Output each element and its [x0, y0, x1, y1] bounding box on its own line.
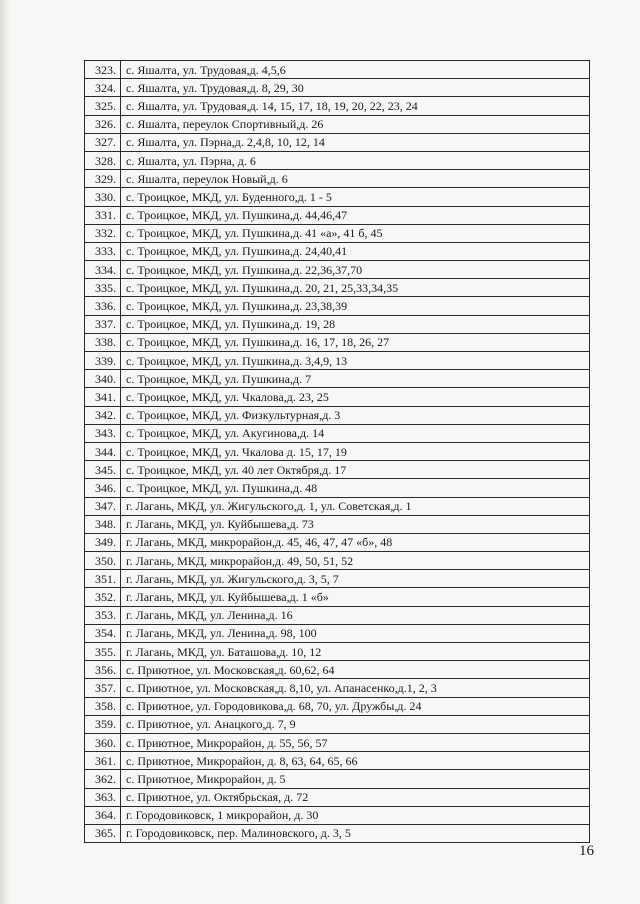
table-row	[85, 151, 590, 169]
row-address: г. Лагань, МКД, ул. Жигульского,д. 1, ул. Советская,д. 1	[121, 497, 590, 515]
row-number: 323.	[85, 61, 121, 79]
row-address: с. Троицкое, МКД, ул. Пушкина,д. 16, 17, 18, 26, 27	[121, 333, 590, 351]
table-row	[85, 552, 590, 570]
table-row	[85, 661, 590, 679]
row-number: 345.	[85, 461, 121, 479]
table-row	[85, 61, 590, 79]
address-table	[84, 60, 590, 843]
table-row	[85, 479, 590, 497]
table-row	[85, 606, 590, 624]
row-number: 342.	[85, 406, 121, 424]
table-row	[85, 679, 590, 697]
row-number: 354.	[85, 624, 121, 642]
table-row	[85, 497, 590, 515]
table-row	[85, 715, 590, 733]
row-number: 364.	[85, 806, 121, 824]
row-address: с. Яшалта, переулок Новый,д. 6	[121, 170, 590, 188]
row-address: с. Троицкое, МКД, ул. Пушкина,д. 19, 28	[121, 315, 590, 333]
row-address: г. Лагань, МКД, ул. Куйбышева,д. 1 «б»	[121, 588, 590, 606]
row-address: с. Приютное, ул. Городовикова,д. 68, 70, ул. Дружбы,д. 24	[121, 697, 590, 715]
row-number: 346.	[85, 479, 121, 497]
table-row	[85, 133, 590, 151]
address-table-body	[85, 61, 590, 843]
row-address: с. Приютное, Микрорайон, д. 55, 56, 57	[121, 733, 590, 751]
row-address: г. Лагань, МКД, микрорайон,д. 45, 46, 47, 47 «б», 48	[121, 533, 590, 551]
row-address: с. Троицкое, МКД, ул. Чкалова д. 15, 17, 19	[121, 442, 590, 460]
row-number: 353.	[85, 606, 121, 624]
row-address: с. Приютное, Микрорайон, д. 5	[121, 770, 590, 788]
row-number: 356.	[85, 661, 121, 679]
table-row	[85, 279, 590, 297]
table-row	[85, 442, 590, 460]
row-number: 347.	[85, 497, 121, 515]
table-row	[85, 242, 590, 260]
row-number: 331.	[85, 206, 121, 224]
row-address: с. Яшалта, ул. Трудовая,д. 8, 29, 30	[121, 79, 590, 97]
row-number: 362.	[85, 770, 121, 788]
table-row	[85, 352, 590, 370]
scan-edge	[0, 0, 10, 904]
row-address: с. Приютное, ул. Московская,д. 8,10, ул. Апанасенко,д.1, 2, 3	[121, 679, 590, 697]
table-row	[85, 752, 590, 770]
row-address: с. Яшалта, ул. Трудовая,д. 4,5,6	[121, 61, 590, 79]
table-row	[85, 115, 590, 133]
row-number: 325.	[85, 97, 121, 115]
table-row	[85, 188, 590, 206]
row-number: 355.	[85, 643, 121, 661]
row-number: 350.	[85, 552, 121, 570]
page-number: 16	[579, 843, 594, 859]
table-row	[85, 297, 590, 315]
row-number: 338.	[85, 333, 121, 351]
row-number: 348.	[85, 515, 121, 533]
row-address: с. Троицкое, МКД, ул. Пушкина,д. 48	[121, 479, 590, 497]
row-address: с. Троицкое, МКД, ул. Чкалова,д. 23, 25	[121, 388, 590, 406]
row-number: 363.	[85, 788, 121, 806]
row-address: с. Яшалта, ул. Трудовая,д. 14, 15, 17, 18, 19, 20, 22, 23, 24	[121, 97, 590, 115]
row-number: 352.	[85, 588, 121, 606]
row-number: 329.	[85, 170, 121, 188]
row-number: 326.	[85, 115, 121, 133]
row-number: 333.	[85, 242, 121, 260]
row-address: с. Приютное, ул. Октябрьская, д. 72	[121, 788, 590, 806]
row-number: 349.	[85, 533, 121, 551]
row-address: с. Троицкое, МКД, ул. Пушкина,д. 20, 21, 25,33,34,35	[121, 279, 590, 297]
row-number: 344.	[85, 442, 121, 460]
row-number: 341.	[85, 388, 121, 406]
table-row	[85, 97, 590, 115]
row-number: 359.	[85, 715, 121, 733]
table-row	[85, 261, 590, 279]
row-address: с. Троицкое, МКД, ул. Физкультурная,д. 3	[121, 406, 590, 424]
table-row	[85, 697, 590, 715]
row-address: с. Троицкое, МКД, ул. Пушкина,д. 22,36,37,70	[121, 261, 590, 279]
table-row	[85, 806, 590, 824]
row-address: с. Яшалта, переулок Спортивный,д. 26	[121, 115, 590, 133]
row-address: г. Городовиковск, пер. Малиновского, д. 3, 5	[121, 824, 590, 842]
row-number: 327.	[85, 133, 121, 151]
row-address: с. Троицкое, МКД, ул. Пушкина,д. 3,4,9, 13	[121, 352, 590, 370]
row-address: г. Лагань, МКД, микрорайон,д. 49, 50, 51, 52	[121, 552, 590, 570]
row-address: с. Троицкое, МКД, ул. Пушкина,д. 23,38,39	[121, 297, 590, 315]
row-address: с. Троицкое, МКД, ул. Пушкина,д. 24,40,41	[121, 242, 590, 260]
row-number: 358.	[85, 697, 121, 715]
table-row	[85, 788, 590, 806]
table-row	[85, 406, 590, 424]
row-address: г. Лагань, МКД, ул. Куйбышева,д. 73	[121, 515, 590, 533]
table-row	[85, 79, 590, 97]
table-row	[85, 388, 590, 406]
row-number: 336.	[85, 297, 121, 315]
row-address: с. Яшалта, ул. Пэрна,д. 2,4,8, 10, 12, 14	[121, 133, 590, 151]
table-row	[85, 333, 590, 351]
row-number: 330.	[85, 188, 121, 206]
row-address: с. Троицкое, МКД, ул. Пушкина,д. 44,46,47	[121, 206, 590, 224]
row-number: 343.	[85, 424, 121, 442]
table-row	[85, 824, 590, 842]
row-number: 357.	[85, 679, 121, 697]
row-address: с. Троицкое, МКД, ул. Пушкина,д. 7	[121, 370, 590, 388]
row-address: с. Приютное, ул. Анацкого,д. 7, 9	[121, 715, 590, 733]
row-address: с. Троицкое, МКД, ул. Акугинова,д. 14	[121, 424, 590, 442]
row-address: г. Лагань, МКД, ул. Жигульского,д. 3, 5, 7	[121, 570, 590, 588]
row-number: 334.	[85, 261, 121, 279]
table-row	[85, 315, 590, 333]
row-number: 332.	[85, 224, 121, 242]
table-row	[85, 206, 590, 224]
row-number: 339.	[85, 352, 121, 370]
row-number: 340.	[85, 370, 121, 388]
table-row	[85, 733, 590, 751]
row-number: 365.	[85, 824, 121, 842]
table-row	[85, 624, 590, 642]
table-row	[85, 224, 590, 242]
table-row	[85, 424, 590, 442]
row-address: с. Приютное, ул. Московская,д. 60,62, 64	[121, 661, 590, 679]
row-address: г. Лагань, МКД, ул. Баташова,д. 10, 12	[121, 643, 590, 661]
row-address: с. Троицкое, МКД, ул. Буденного,д. 1 - 5	[121, 188, 590, 206]
table-row	[85, 515, 590, 533]
row-number: 361.	[85, 752, 121, 770]
table-row	[85, 533, 590, 551]
row-number: 351.	[85, 570, 121, 588]
table-row	[85, 461, 590, 479]
row-address: с. Троицкое, МКД, ул. 40 лет Октября,д. 17	[121, 461, 590, 479]
row-number: 324.	[85, 79, 121, 97]
row-address: с. Яшалта, ул. Пэрна, д. 6	[121, 151, 590, 169]
row-address: г. Лагань, МКД, ул. Ленина,д. 98, 100	[121, 624, 590, 642]
row-number: 335.	[85, 279, 121, 297]
table-row	[85, 770, 590, 788]
row-address: г. Городовиковск, 1 микрорайон, д. 30	[121, 806, 590, 824]
row-address: г. Лагань, МКД, ул. Ленина,д. 16	[121, 606, 590, 624]
table-row	[85, 570, 590, 588]
table-row	[85, 370, 590, 388]
row-address: с. Приютное, Микрорайон, д. 8, 63, 64, 65, 66	[121, 752, 590, 770]
row-number: 337.	[85, 315, 121, 333]
table-row	[85, 170, 590, 188]
row-address: с. Троицкое, МКД, ул. Пушкина,д. 41 «а», 41 б, 45	[121, 224, 590, 242]
row-number: 360.	[85, 733, 121, 751]
table-row	[85, 588, 590, 606]
row-number: 328.	[85, 151, 121, 169]
document-page	[84, 60, 589, 843]
table-row	[85, 643, 590, 661]
